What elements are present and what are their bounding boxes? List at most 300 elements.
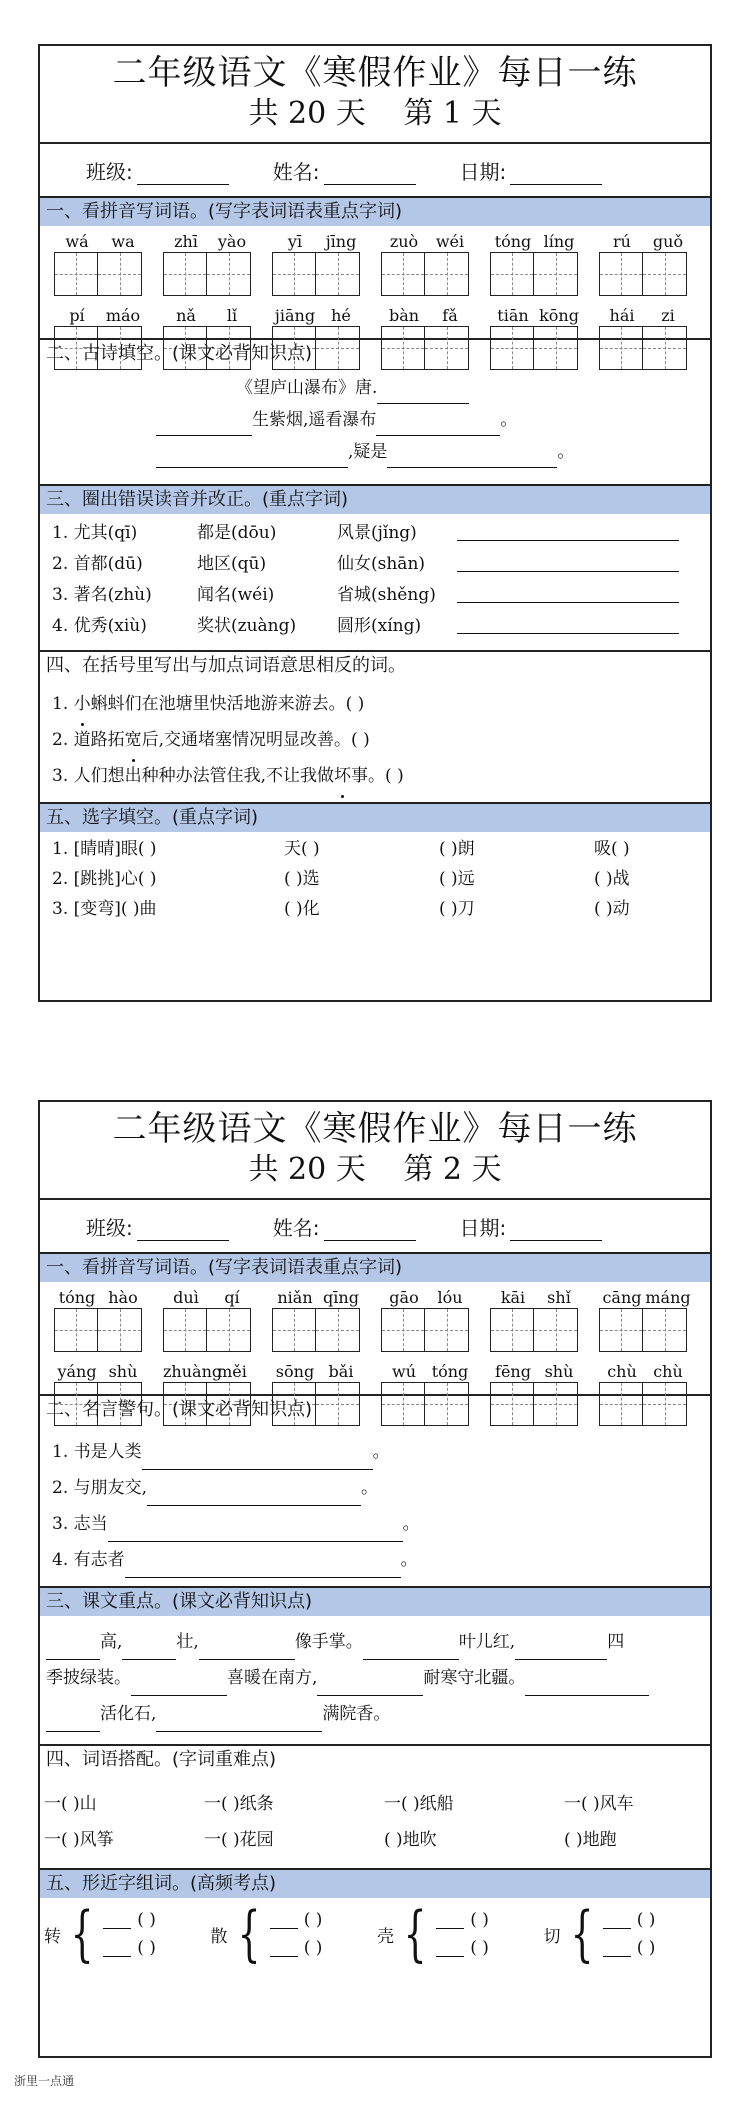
text-fragment: 耐寒守北疆。 — [423, 1668, 526, 1688]
writing-box[interactable] — [643, 252, 687, 296]
pronunciation-item[interactable]: 圆形(xíng) — [337, 616, 422, 636]
quote-text: 1. 书是人类 — [52, 1442, 142, 1462]
pinyin-syllable: cāng — [602, 1288, 642, 1307]
pinyin-item — [272, 1288, 381, 1352]
worksheet-title-block — [40, 46, 710, 144]
writing-grid — [163, 252, 272, 296]
writing-grid — [54, 1308, 163, 1352]
name-field[interactable] — [324, 1220, 416, 1241]
section-header: 三、课文重点。(课文必背知识点) — [40, 1588, 710, 1616]
compose-line — [603, 1910, 656, 1930]
section-quotes — [40, 1396, 710, 1588]
writing-box[interactable] — [381, 252, 425, 296]
section-pronunciation — [40, 486, 710, 652]
pinyin-syllable: gāo — [389, 1288, 419, 1307]
pinyin-syllable: jiāng — [274, 306, 316, 325]
writing-box[interactable] — [54, 1308, 98, 1352]
pinyin-syllable: hái — [609, 306, 635, 325]
pinyin-syllable: tóng — [431, 1362, 469, 1381]
compose-paren[interactable]: ( ) — [636, 1938, 656, 1958]
quote-text: 4. 有志者 — [52, 1550, 125, 1570]
pinyin-syllable: kōng — [539, 306, 579, 325]
pinyin-syllable: wa — [111, 232, 135, 251]
text-blank[interactable] — [199, 1637, 295, 1660]
text-fragment: 叶儿红, — [458, 1632, 516, 1652]
pinyin-label — [381, 1362, 490, 1382]
compose-paren[interactable]: ( ) — [303, 1938, 323, 1958]
pinyin-label — [163, 306, 272, 326]
pronunciation-item[interactable]: 奖状(zuàng) — [197, 616, 297, 636]
pronunciation-item[interactable]: 地区(qū) — [197, 554, 267, 574]
pinyin-syllable: guǒ — [652, 232, 684, 251]
writing-box[interactable] — [643, 1308, 687, 1352]
writing-box[interactable] — [54, 252, 98, 296]
section-header: 四、在括号里写出与加点词语意思相反的词。 — [46, 655, 406, 676]
matching-item[interactable]: 一( )风筝 — [44, 1830, 114, 1850]
pinyin-label — [272, 1362, 381, 1382]
pinyin-item — [163, 1288, 272, 1352]
compose-blank[interactable] — [603, 1912, 631, 1929]
writing-grid — [490, 252, 599, 296]
text-fragment: 像手掌。 — [294, 1632, 363, 1652]
quote-text: 3. 志当 — [52, 1514, 108, 1534]
compose-blank[interactable] — [103, 1940, 131, 1957]
section-header: 二、古诗填空。(课文必背知识点) — [46, 343, 313, 364]
pinyin-syllable: rú — [613, 232, 631, 251]
item-text[interactable]: 事。( ) — [351, 766, 404, 786]
brace-glyph: { — [237, 1899, 261, 1969]
footer-brand: 浙里一点通 — [14, 2074, 75, 2088]
worksheet-title: 二年级语文《寒假作业》每日一练 — [112, 53, 638, 93]
quote-punct: 。 — [402, 1514, 420, 1534]
pinyin-syllable: wá — [65, 232, 89, 251]
similar-char: 壳 — [377, 1926, 394, 1947]
date-label: 日期: — [459, 1215, 507, 1240]
writing-box[interactable] — [163, 1308, 207, 1352]
choose-item[interactable]: 1. [睛晴]眼( ) — [52, 839, 157, 859]
pinyin-label — [490, 1362, 599, 1382]
item-text[interactable]: 后,交通堵塞情况明显改善。( ) — [141, 730, 370, 750]
matching-row — [40, 1786, 710, 1822]
compose-line — [103, 1910, 156, 1930]
class-field[interactable] — [137, 1220, 229, 1241]
choose-item[interactable]: 2. [跳挑]心( ) — [52, 869, 157, 889]
matching-item[interactable]: 一( )纸船 — [384, 1794, 454, 1814]
pinyin-label — [163, 1362, 272, 1382]
section-pinyin — [40, 1254, 710, 1396]
pinyin-syllable: měi — [217, 1362, 247, 1381]
worksheet-title-block — [40, 1102, 710, 1200]
pronunciation-item[interactable]: 1. 尤其(qī) — [52, 523, 138, 543]
writing-grid — [599, 1308, 708, 1352]
date-label: 日期: — [459, 159, 507, 184]
compose-blank[interactable] — [436, 1912, 464, 1929]
pinyin-syllable: nǎ — [176, 306, 196, 325]
student-info-row — [40, 144, 710, 198]
item-text[interactable]: 蝌蚪们在池塘里快活地游来游去。( ) — [90, 694, 365, 714]
section-poem — [40, 340, 710, 486]
writing-box[interactable] — [272, 252, 316, 296]
text-fragment: 四 — [607, 1632, 625, 1652]
compose-lines — [103, 1910, 156, 1958]
pinyin-syllable: líng — [543, 232, 575, 251]
pinyin-label — [599, 306, 708, 326]
quote-blank[interactable] — [108, 1519, 403, 1542]
writing-grid — [490, 1308, 599, 1352]
pinyin-syllable: duì — [173, 1288, 199, 1307]
date-field[interactable] — [510, 164, 602, 185]
compose-blank[interactable] — [603, 1940, 631, 1957]
writing-grid — [381, 252, 490, 296]
pinyin-label — [599, 1288, 708, 1308]
compose-lines — [603, 1910, 656, 1958]
choose-item[interactable]: ( )选 — [284, 869, 320, 889]
section-header: 四、词语搭配。(字词重难点) — [46, 1749, 277, 1770]
compose-line — [270, 1910, 323, 1930]
compose-line — [270, 1938, 323, 1958]
choose-item[interactable]: ( )化 — [284, 899, 320, 919]
pinyin-syllable: bàn — [388, 306, 420, 325]
pinyin-syllable: zhī — [174, 232, 198, 251]
poem-blank[interactable] — [156, 413, 252, 436]
pinyin-label — [272, 306, 381, 326]
days-total: 共 20 天 — [248, 96, 366, 131]
pinyin-syllable: shù — [108, 1362, 138, 1381]
pinyin-syllable: chù — [653, 1362, 683, 1381]
pinyin-syllable: hào — [108, 1288, 138, 1307]
quote-blank[interactable] — [147, 1483, 361, 1506]
text-fragment: 活化石, — [100, 1704, 157, 1724]
quote-text: 2. 与朋友交, — [52, 1478, 148, 1498]
pinyin-item — [381, 232, 490, 296]
pinyin-label — [54, 232, 163, 252]
section-similar-chars — [40, 1870, 710, 1968]
pinyin-label — [490, 1288, 599, 1308]
quote-item — [40, 1470, 710, 1506]
pronunciation-item[interactable]: 风景(jǐng) — [337, 523, 417, 543]
pinyin-label — [381, 306, 490, 326]
writing-box[interactable] — [272, 1308, 316, 1352]
compose-line — [436, 1938, 489, 1958]
compose-paren[interactable]: ( ) — [470, 1938, 489, 1958]
quote-item — [40, 1434, 710, 1470]
similar-char-group — [210, 1899, 378, 1969]
worksheet-day-1 — [38, 44, 712, 1002]
pinyin-syllable: máo — [105, 306, 141, 325]
writing-grid — [272, 252, 381, 296]
brace-glyph: { — [403, 1899, 427, 1969]
writing-box[interactable] — [316, 252, 360, 296]
writing-box[interactable] — [599, 1308, 643, 1352]
choose-item[interactable]: ( )远 — [439, 869, 475, 889]
compose-blank[interactable] — [270, 1940, 298, 1957]
pronunciation-item[interactable]: 2. 首都(dū) — [52, 554, 143, 574]
pinyin-syllable: máng — [645, 1288, 691, 1307]
pinyin-item — [490, 1288, 599, 1352]
pinyin-syllable: wéi — [435, 232, 465, 251]
writing-grid — [272, 1308, 381, 1352]
pinyin-label — [599, 1362, 708, 1382]
brace-glyph: { — [570, 1899, 594, 1969]
similar-char: 散 — [210, 1926, 228, 1947]
pronunciation-row — [40, 549, 710, 580]
pinyin-syllable: hé — [331, 306, 351, 325]
pinyin-item — [54, 1288, 163, 1352]
text-fragment: 满院香。 — [322, 1704, 391, 1724]
pronunciation-row — [40, 611, 710, 642]
writing-box[interactable] — [534, 252, 578, 296]
writing-box[interactable] — [599, 252, 643, 296]
section-word-matching — [40, 1746, 710, 1870]
pinyin-item — [599, 1288, 708, 1352]
section-pinyin — [40, 198, 710, 340]
pinyin-syllable: yī — [287, 232, 303, 251]
section-header: 三、圈出错误读音并改正。(重点字词) — [40, 486, 710, 514]
class-label: 班级: — [86, 1215, 133, 1240]
pinyin-label — [54, 1288, 163, 1308]
similar-char: 切 — [543, 1926, 561, 1947]
answer-blank[interactable] — [457, 611, 679, 634]
dotted-char: 小 — [74, 686, 91, 722]
pronunciation-row — [40, 580, 710, 611]
text-blank[interactable] — [363, 1637, 459, 1660]
writing-box[interactable] — [425, 1308, 469, 1352]
pinyin-row — [40, 232, 710, 296]
poem-punct: 。 — [557, 442, 575, 462]
quote-blank[interactable] — [142, 1447, 373, 1470]
pinyin-label — [490, 232, 599, 252]
day-number: 第 2 天 — [403, 1152, 502, 1187]
answer-blank[interactable] — [457, 518, 679, 541]
text-fragment: 高, — [100, 1632, 123, 1652]
pinyin-label — [272, 1288, 381, 1308]
pinyin-syllable: tiān — [497, 306, 529, 325]
writing-box[interactable] — [490, 1308, 534, 1352]
brace-glyph: { — [70, 1899, 94, 1969]
pronunciation-item[interactable]: 省城(shěng) — [337, 585, 436, 605]
worksheet-day-2 — [38, 1100, 712, 2058]
writing-grid — [54, 252, 163, 296]
compose-paren[interactable]: ( ) — [470, 1910, 489, 1930]
compose-paren[interactable]: ( ) — [137, 1938, 156, 1958]
text-blank[interactable] — [156, 1709, 322, 1732]
pronunciation-item[interactable]: 仙女(shān) — [337, 554, 426, 574]
compose-line — [103, 1938, 156, 1958]
pinyin-syllable: yào — [217, 232, 247, 251]
section-header: 五、形近字组词。(高频考点) — [40, 1870, 710, 1898]
pinyin-label — [272, 232, 381, 252]
pinyin-item — [54, 232, 163, 296]
choose-item[interactable]: ( )战 — [594, 869, 630, 889]
writing-grid — [381, 1308, 490, 1352]
pinyin-syllable: kāi — [500, 1288, 526, 1307]
section-antonyms — [40, 652, 710, 804]
writing-box[interactable] — [316, 1308, 360, 1352]
choose-row — [40, 864, 710, 894]
choose-item[interactable]: 3. [变弯]( )曲 — [52, 899, 157, 919]
pinyin-label — [163, 232, 272, 252]
worksheet-title: 二年级语文《寒假作业》每日一练 — [112, 1109, 638, 1149]
pinyin-syllable: yáng — [57, 1362, 97, 1381]
pinyin-syllable: sōng — [275, 1362, 315, 1381]
pinyin-label — [163, 1288, 272, 1308]
text-fragment: 喜暖在南方, — [227, 1668, 318, 1688]
poem-blank[interactable] — [387, 445, 557, 468]
matching-item[interactable]: 一( )花园 — [204, 1830, 274, 1850]
poem-title: 《望庐山瀑布》唐. — [236, 378, 378, 398]
pinyin-item — [381, 1288, 490, 1352]
similar-char-group — [543, 1899, 711, 1969]
pinyin-syllable: lǐ — [226, 306, 238, 325]
writing-box[interactable] — [207, 252, 251, 296]
quote-item — [40, 1542, 710, 1578]
text-blank[interactable] — [317, 1673, 423, 1696]
pinyin-label — [490, 306, 599, 326]
item-text: 3. 人们想出种种办法管住我,不让我做 — [52, 766, 335, 786]
answer-blank[interactable] — [457, 580, 679, 603]
similar-char-group — [44, 1899, 211, 1969]
student-info-row — [40, 1200, 710, 1254]
compose-blank[interactable] — [436, 1940, 464, 1957]
pinyin-syllable: zuò — [389, 232, 419, 251]
section-header: 一、看拼音写词语。(写字表词语表重点字词) — [40, 198, 710, 226]
pinyin-syllable: wú — [392, 1362, 416, 1381]
choose-row — [40, 894, 710, 924]
pinyin-syllable: zhuàng — [163, 1362, 223, 1381]
pinyin-syllable: shù — [544, 1362, 574, 1381]
writing-grid — [599, 252, 708, 296]
writing-box[interactable] — [98, 252, 142, 296]
text-blank[interactable] — [131, 1673, 227, 1696]
writing-box[interactable] — [381, 1308, 425, 1352]
matching-item[interactable]: ( )地跑 — [564, 1830, 617, 1850]
writing-box[interactable] — [425, 252, 469, 296]
author-blank[interactable] — [377, 381, 469, 404]
pinyin-syllable: fǎ — [442, 306, 458, 325]
pinyin-syllable: niǎn — [277, 1288, 313, 1307]
matching-item[interactable]: 一( )山 — [44, 1794, 97, 1814]
pinyin-label — [54, 1362, 163, 1382]
text-blank[interactable] — [122, 1637, 176, 1660]
writing-box[interactable] — [534, 1308, 578, 1352]
poem-blank[interactable] — [156, 445, 348, 468]
compose-blank[interactable] — [270, 1912, 298, 1929]
quote-blank[interactable] — [125, 1555, 401, 1578]
poem-punct: 。 — [500, 410, 518, 430]
pinyin-syllable: zi — [661, 306, 675, 325]
pinyin-syllable: lóu — [437, 1288, 463, 1307]
choose-item[interactable]: 天( ) — [284, 839, 320, 859]
pinyin-label — [599, 232, 708, 252]
compose-blank[interactable] — [103, 1912, 131, 1929]
poem-text: ,疑是 — [348, 442, 388, 462]
matching-item[interactable]: ( )地吹 — [384, 1830, 437, 1850]
text-blank[interactable] — [515, 1637, 607, 1660]
matching-row — [40, 1822, 710, 1858]
compose-paren[interactable]: ( ) — [303, 1910, 323, 1930]
writing-box[interactable] — [207, 1308, 251, 1352]
section-header: 二、名言警句。(课文必背知识点) — [46, 1399, 313, 1420]
choose-item[interactable]: ( )刀 — [439, 899, 475, 919]
day-number: 第 1 天 — [403, 96, 502, 131]
text-blank[interactable] — [525, 1673, 649, 1696]
compose-line — [436, 1910, 489, 1930]
matching-item[interactable]: 一( )纸条 — [204, 1794, 274, 1814]
compose-paren[interactable]: ( ) — [137, 1910, 156, 1930]
text-fragment: 壮, — [176, 1632, 199, 1652]
choose-item[interactable]: 吸( ) — [594, 839, 630, 859]
pronunciation-item[interactable]: 都是(dōu) — [197, 523, 277, 543]
quote-item — [40, 1506, 710, 1542]
date-field[interactable] — [510, 1220, 602, 1241]
pinyin-item — [599, 232, 708, 296]
pronunciation-item[interactable]: 闻名(wéi) — [197, 585, 275, 605]
writing-grid — [163, 1308, 272, 1352]
compose-lines — [436, 1910, 489, 1958]
antonym-item — [40, 758, 710, 794]
section-header: 五、选字填空。(重点字词) — [40, 804, 710, 832]
pinyin-syllable: tóng — [494, 232, 532, 251]
text-fragment: 季披绿装。 — [46, 1668, 131, 1688]
antonym-item — [40, 686, 710, 722]
pinyin-syllable: pí — [69, 306, 85, 325]
quote-punct: 。 — [361, 1478, 379, 1498]
text-blank[interactable] — [46, 1637, 100, 1660]
poem-text: 生紫烟,遥看瀑布 — [252, 410, 377, 430]
pinyin-label — [54, 306, 163, 326]
section-header: 一、看拼音写词语。(写字表词语表重点字词) — [40, 1254, 710, 1282]
pronunciation-item[interactable]: 3. 著名(zhù) — [52, 585, 152, 605]
section-text-key — [40, 1588, 710, 1746]
pinyin-syllable: qí — [224, 1288, 240, 1307]
pinyin-syllable: bǎi — [328, 1362, 354, 1381]
quote-punct: 。 — [400, 1550, 418, 1570]
writing-box[interactable] — [163, 252, 207, 296]
dotted-char: 宽 — [125, 722, 142, 758]
pinyin-item — [490, 232, 599, 296]
pronunciation-row — [40, 518, 710, 549]
name-field[interactable] — [324, 164, 416, 185]
writing-box[interactable] — [98, 1308, 142, 1352]
class-field[interactable] — [137, 164, 229, 185]
item-text: 1. — [52, 694, 74, 714]
choose-row — [40, 834, 710, 864]
pronunciation-item[interactable]: 4. 优秀(xiù) — [52, 616, 147, 636]
pinyin-label — [381, 1288, 490, 1308]
compose-paren[interactable]: ( ) — [636, 1910, 656, 1930]
writing-box[interactable] — [490, 252, 534, 296]
compose-line — [603, 1938, 656, 1958]
class-label: 班级: — [86, 159, 133, 184]
name-label: 姓名: — [272, 1215, 320, 1240]
matching-item[interactable]: 一( )风车 — [564, 1794, 634, 1814]
similar-char: 转 — [44, 1926, 61, 1947]
answer-blank[interactable] — [457, 549, 679, 572]
choose-item[interactable]: ( )朗 — [439, 839, 475, 859]
pinyin-row — [40, 1288, 710, 1352]
text-blank[interactable] — [46, 1709, 100, 1732]
similar-char-group — [377, 1899, 544, 1969]
name-label: 姓名: — [272, 159, 320, 184]
item-text: 2. 道路拓 — [52, 730, 125, 750]
pinyin-syllable: chù — [607, 1362, 637, 1381]
pinyin-syllable: jīng — [325, 232, 357, 251]
poem-blank[interactable] — [376, 413, 500, 436]
choose-item[interactable]: ( )动 — [594, 899, 630, 919]
section-choose-char — [40, 804, 710, 924]
pinyin-syllable: tóng — [58, 1288, 96, 1307]
pinyin-syllable: shǐ — [547, 1288, 571, 1307]
